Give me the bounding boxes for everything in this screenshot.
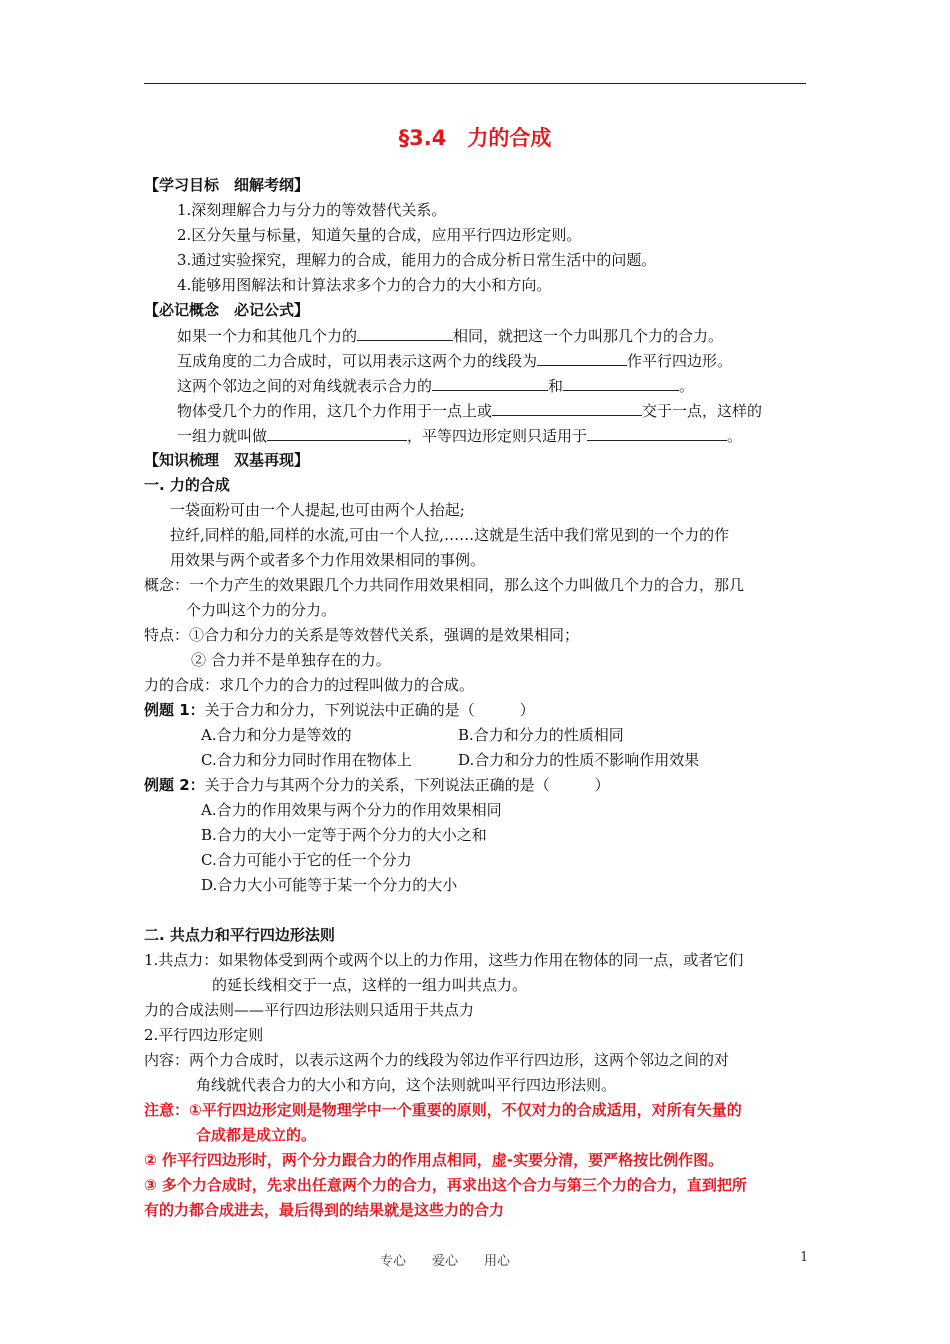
heading-knowledge: 【知识梳理 双基再现】 <box>144 451 310 469</box>
note-text: 合成都是成立的。 <box>196 1126 317 1144</box>
option-b[interactable]: B.合力和分力的性质相同 <box>458 726 624 744</box>
option-d[interactable]: D.合力大小可能等于某一个分力的大小 <box>201 876 458 894</box>
note-text: 有的力都合成进去，最后得到的结果就是这些力的合力 <box>144 1201 505 1219</box>
fill-blank-line: 如果一个力和其他几个力的 相同，就把这一个力叫那几个力的合力。 <box>177 327 724 345</box>
subheading-concurrent-forces: 二. 共点力和平行四边形法则 <box>144 926 335 944</box>
fill-blank-line: 互成角度的二力合成时，可以用表示这两个力的线段为 作平行四边形。 <box>177 352 733 370</box>
paragraph: 拉纤,同样的船,同样的水流,可由一个人拉,……这就是生活中我们常见到的一个力的作 <box>170 526 730 544</box>
objective-item: 4.能够用图解法和计算法求多个力的合力的大小和方向。 <box>177 276 552 294</box>
fill-blank-line: 这两个邻边之间的对角线就表示合力的 和 。 <box>177 377 695 395</box>
feature-text: 特点：①合力和分力的关系是等效替代关系，强调的是效果相同； <box>144 626 580 644</box>
heading-objectives: 【学习目标 细解考纲】 <box>144 176 310 194</box>
option-a[interactable]: A.合力的作用效果与两个分力的作用效果相同 <box>201 801 502 819</box>
answer-blank[interactable] <box>587 426 727 441</box>
paragraph: 用效果与两个或者多个力作用效果相同的事例。 <box>170 551 486 569</box>
answer-blank[interactable] <box>432 376 548 391</box>
paragraph: 内容：两个力合成时，以表示这两个力的线段为邻边作平行四边形，这两个邻边之间的对 <box>144 1051 730 1069</box>
heading-concepts: 【必记概念 必记公式】 <box>144 301 310 319</box>
paragraph: 1.共点力：如果物体受到两个或两个以上的力作用，这些力作用在物体的同一点，或者它们 <box>144 951 744 969</box>
example-2-question: 例题 2：关于合力与其两个分力的关系，下列说法正确的是（ ） <box>144 776 610 794</box>
option-c[interactable]: C.合力可能小于它的任一个分力 <box>201 851 412 869</box>
answer-blank[interactable] <box>357 326 453 341</box>
answer-blank[interactable] <box>537 351 627 366</box>
answer-blank[interactable] <box>492 401 642 416</box>
option-b[interactable]: B.合力的大小一定等于两个分力的大小之和 <box>201 826 487 844</box>
paragraph: 的延长线相交于一点，这样的一组力叫共点力。 <box>212 976 528 994</box>
footer-motto: 专心 爱心 用心 <box>380 1254 511 1269</box>
example-1-question: 例题 1：关于合力和分力，下列说法中正确的是（ ） <box>144 701 535 719</box>
synthesis-definition: 力的合成：求几个力的合力的过程叫做力的合成。 <box>144 676 475 694</box>
header-rule <box>144 83 806 84</box>
fill-blank-line: 一组力就叫做 ，平等四边形定则只适用于 。 <box>177 427 743 445</box>
option-a[interactable]: A.合力和分力是等效的 <box>201 726 352 744</box>
note-text: 注意：①平行四边形定则是物理学中一个重要的原则，不仅对力的合成适用，对所有矢量的 <box>144 1101 742 1119</box>
objective-item: 2.区分矢量与标量，知道矢量的合成，应用平行四边形定则。 <box>177 226 582 244</box>
concept-text: 个力叫这个力的分力。 <box>186 601 337 619</box>
option-c[interactable]: C.合力和分力同时作用在物体上 <box>201 751 412 769</box>
answer-blank[interactable] <box>563 376 679 391</box>
subheading-force-synthesis: 一. 力的合成 <box>144 476 230 494</box>
note-text: ③ 多个力合成时，先求出任意两个力的合力，再求出这个合力与第三个力的合力，直到把所 <box>144 1176 747 1194</box>
feature-text: ② 合力并不是单独存在的力。 <box>191 651 391 669</box>
answer-blank[interactable] <box>267 426 407 441</box>
option-d[interactable]: D.合力和分力的性质不影响作用效果 <box>458 751 700 769</box>
fill-blank-line: 物体受几个力的作用，这几个力作用于一点上或 交于一点，这样的 <box>177 402 763 420</box>
paragraph: 一袋面粉可由一个人提起,也可由两个人抬起; <box>170 501 465 519</box>
paragraph: 2.平行四边形定则 <box>144 1026 264 1044</box>
page-title: §3.4 力的合成 <box>398 126 552 150</box>
page-number: 1 <box>800 1250 809 1265</box>
paragraph: 力的合成法则——平行四边形法则只适用于共点力 <box>144 1001 475 1019</box>
paragraph: 角线就代表合力的大小和方向，这个法则就叫平行四边形法则。 <box>196 1076 617 1094</box>
objective-item: 1.深刻理解合力与分力的等效替代关系。 <box>177 201 447 219</box>
note-text: ② 作平行四边形时，两个分力跟合力的作用点相同，虚-实要分清，要严格按比例作图。 <box>144 1151 724 1169</box>
concept-text: 概念：一个力产生的效果跟几个力共同作用效果相同，那么这个力叫做几个力的合力，那几 <box>144 576 745 594</box>
objective-item: 3.通过实验探究，理解力的合成，能用力的合成分析日常生活中的问题。 <box>177 251 657 269</box>
